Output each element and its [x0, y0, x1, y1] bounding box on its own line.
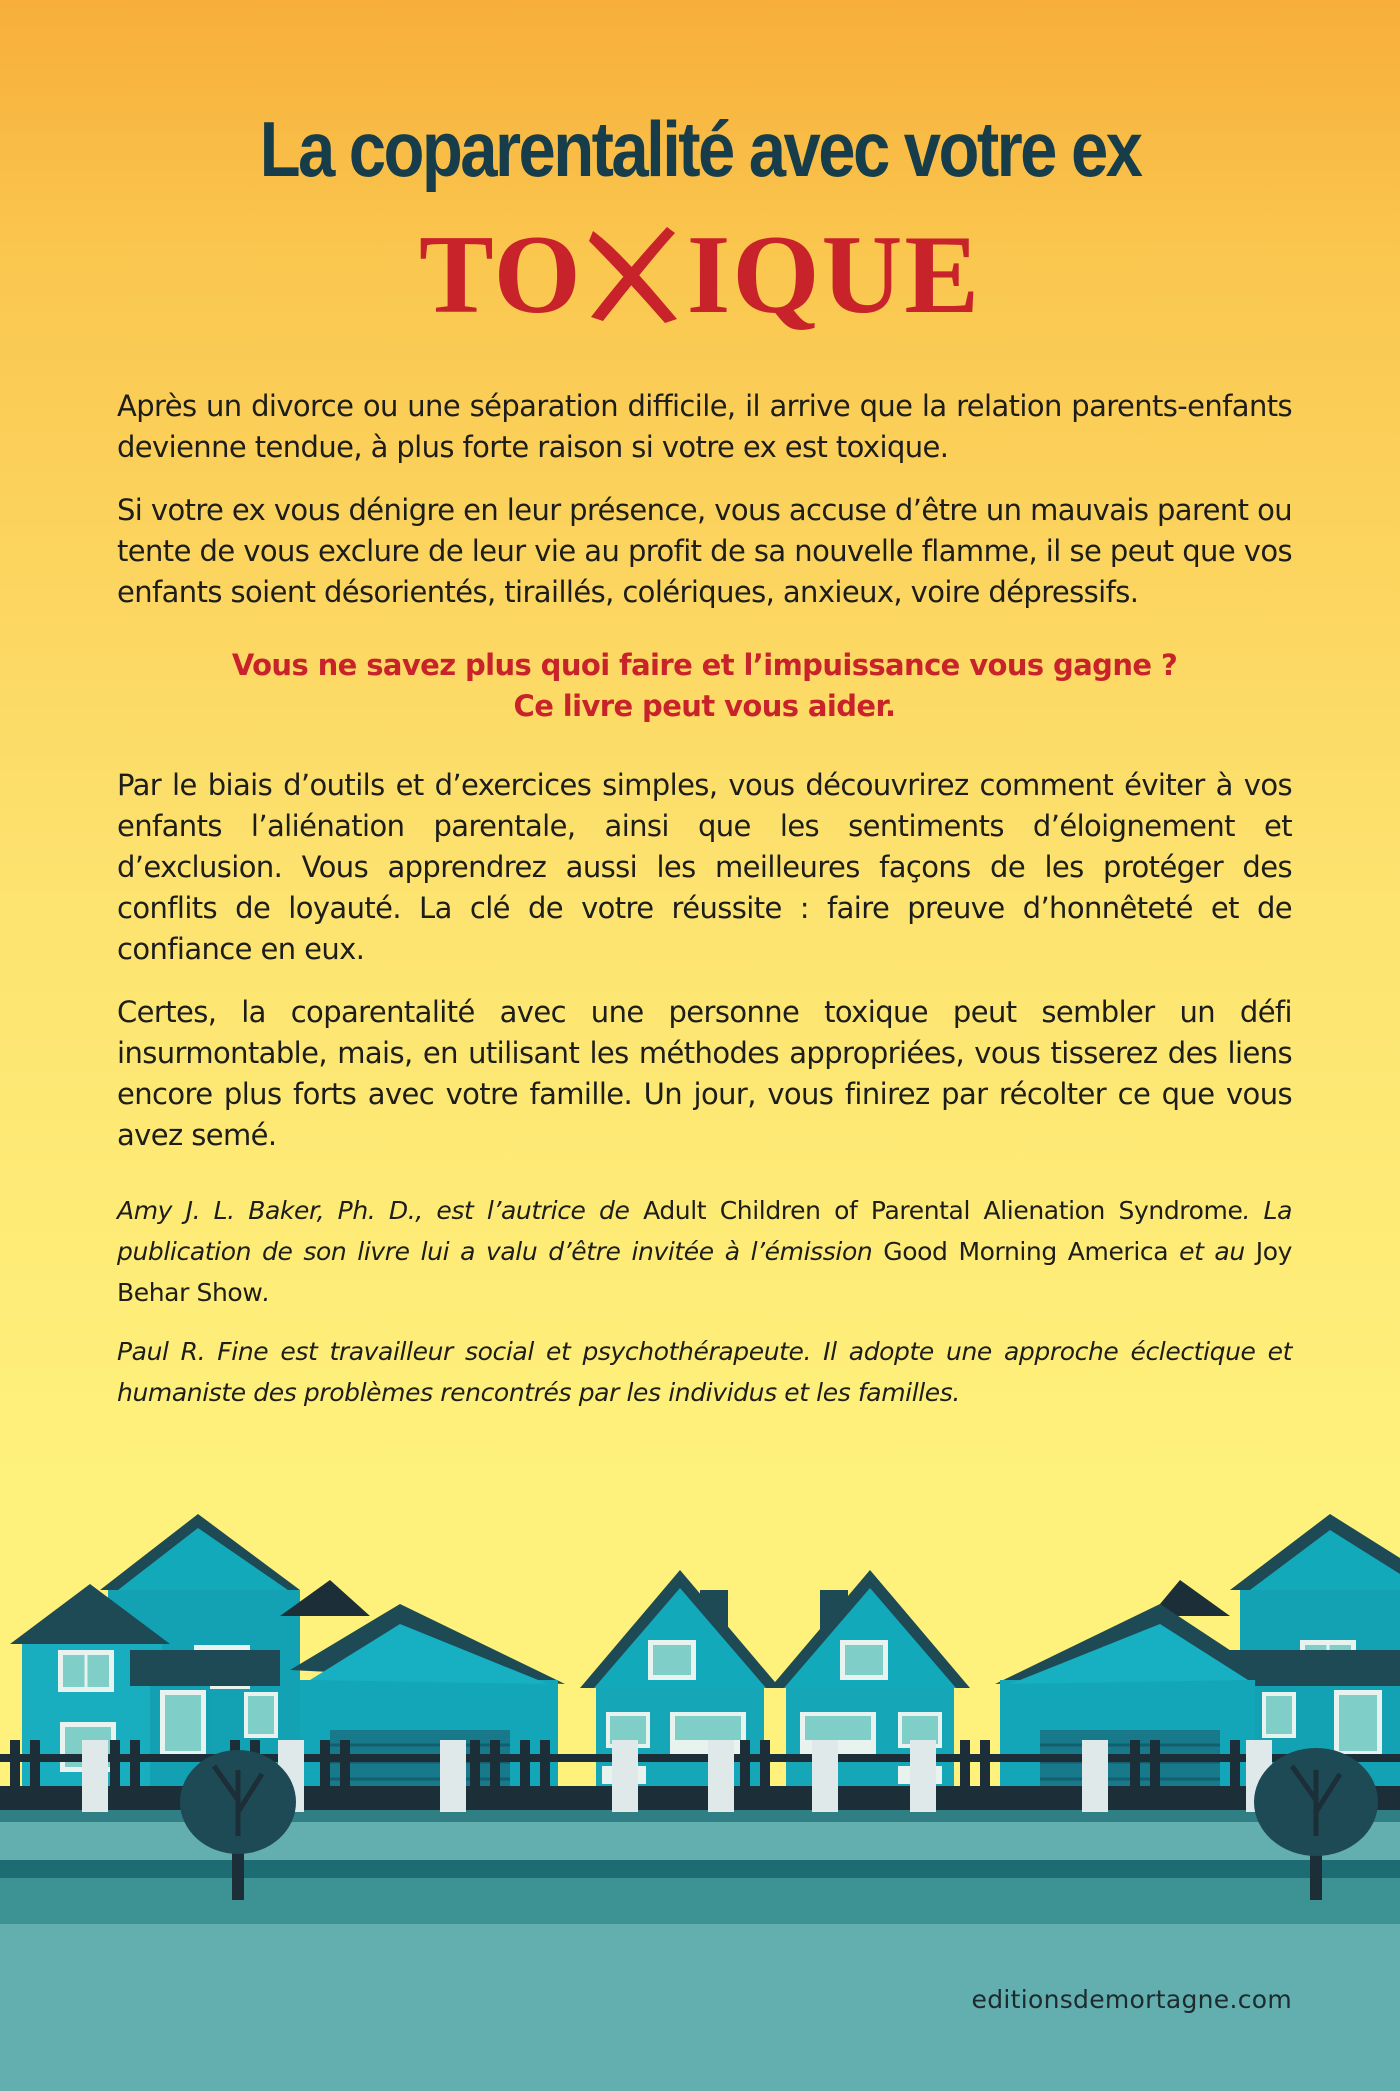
body-paragraph-2: Certes, la coparentalité avec une personne toxique peut sembler un défi insurmontable, mais, en utilisant les méthodes appropriées, vous tisserez des liens encore plus forts avec votre famille. Un jour, vous finirez par récolter ce que vous avez semé. [117, 995, 1292, 1152]
title-toxique-suffix: IQUE [686, 212, 982, 337]
bio-baker-text-4: . [262, 1278, 270, 1307]
bio-baker-text-3: et au [1168, 1237, 1256, 1266]
bio-baker-text-2: . La publication de son livre lui a valu d’être invitée à l’émission [117, 1196, 1293, 1266]
book-title-toxique [0, 200, 1400, 340]
book-title: La coparentalité avec votre ex [259, 105, 1141, 193]
bio-baker-book-title: Adult Children of Parental Alienation Syndrome [643, 1196, 1243, 1225]
highlight-callout [117, 645, 1292, 727]
bio-baker-show-2: Joy Behar Show [117, 1237, 1293, 1307]
bio-baker-text-1: Amy J. L. Baker, Ph. D., est l’autrice de [117, 1196, 644, 1225]
author-bio-fine: Paul R. Fine est travailleur social et psychothérapeute. Il adopte une approche éclectique et humaniste des problèmes rencontrés par les individus et les familles. [117, 1337, 1292, 1407]
author-bio-baker [117, 1190, 1292, 1313]
intro-paragraph-2: Si votre ex vous dénigre en leur présence, vous accuse d’être un mauvais parent ou tente de vous exclure de leur vie au profit de sa nouvelle flamme, il se peut que vos enfants soient désorientés, tiraillés, colériques, anxieux, voire dépressifs. [117, 493, 1292, 609]
highlight-line-2: Ce livre peut vous aider. [513, 689, 896, 723]
publisher-url[interactable]: editionsdemortagne.com [971, 1985, 1292, 2014]
back-cover-text [117, 386, 1292, 1431]
bio-baker-show-1: Good Morning America [883, 1237, 1169, 1266]
intro-paragraph-1: Après un divorce ou une séparation difficile, il arrive que la relation parents-enfants devienne tendue, à plus forte raison si votre ex est toxique. [117, 389, 1292, 464]
body-paragraph-1: Par le biais d’outils et d’exercices simples, vous découvrirez comment éviter à vos enfants l’aliénation parentale, ainsi que les sentiments d’éloignement et d’exclusion. Vous apprendrez aussi les meilleures façons de les protéger des conflits de loyauté. La clé de votre réussite : faire preuve d’honnêteté et de confiance en eux. [117, 768, 1292, 966]
title-toxique-prefix: TO [418, 212, 583, 337]
highlight-line-1: Vous ne savez plus quoi faire et l’impuissance vous gagne ? [231, 648, 1178, 682]
red-x-icon [585, 225, 685, 325]
